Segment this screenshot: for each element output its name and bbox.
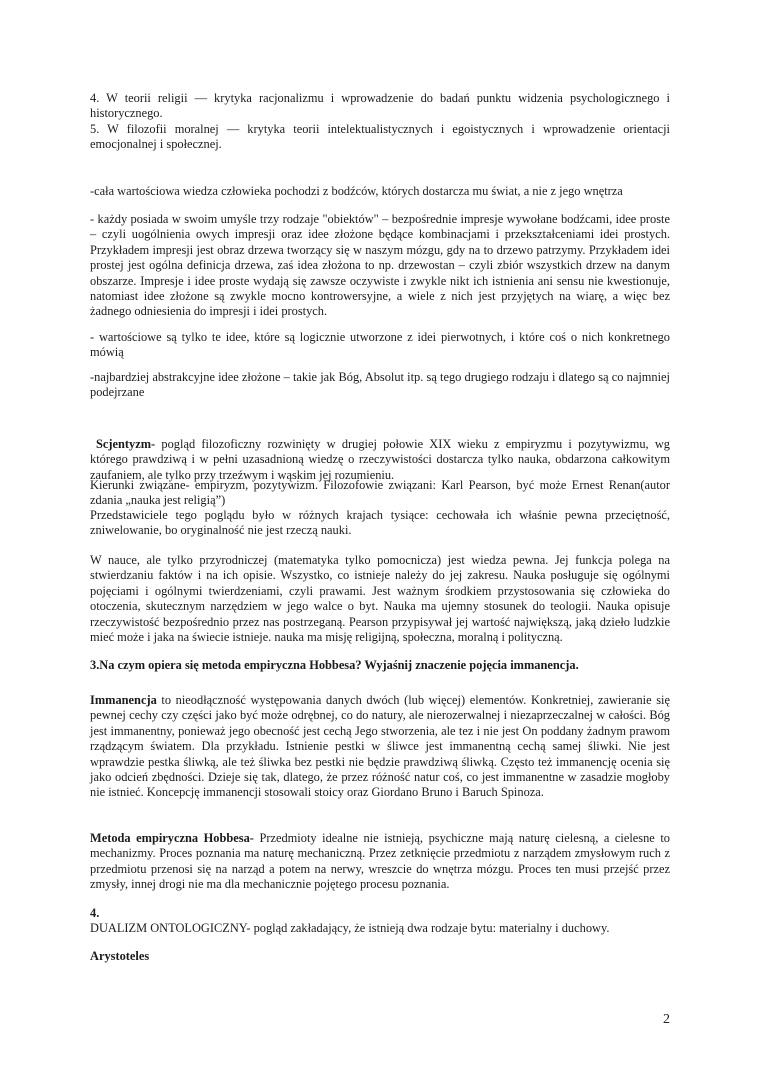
paragraph-scientism-trends: Kierunki związane- empiryzm, pozytywizm. Filozofowie związani: Karl Pearson, być może Ernest Renan(autor zdania „nauka jest religią”) <box>90 478 670 508</box>
heading-aristotle: Arystoteles <box>90 949 150 963</box>
term-scientism: Scjentyzm- <box>96 437 156 451</box>
dualism-definition: - pogląd zakładający, że istnieją dwa rodzaje bytu: materialny i duchowy. <box>246 921 610 935</box>
question-3-text: .Na czym opiera się metoda empiryczna Hobbesa? Wyjaśnij znaczenie pojęcia immanencja. <box>96 658 579 672</box>
paragraph-dualism <box>90 921 670 936</box>
term-dualism: DUALIZM ONTOLOGICZNY <box>90 921 247 935</box>
paragraph-hobbes-method <box>90 831 670 893</box>
bullet-abstract-ideas: -najbardziej abstrakcyjne idee złożone – takie jak Bóg, Absolut itp. są tego drugiego rodzaju i dlatego są co najmniej podejrzane <box>90 370 670 400</box>
question-3-heading <box>90 658 670 673</box>
paragraph-immanence <box>90 693 670 801</box>
bullet-knowledge-source: -cała wartościowa wiedza człowieka pochodzi z bodźców, których dostarcza mu świat, a nie z jego wnętrza <box>90 184 623 198</box>
paragraph-moral: 5. W filozofii moralnej — krytyka teorii intelektualistycznych i egoistycznych i wprowadzenie orientacji emocjonalnej i społecznej. <box>90 122 670 152</box>
paragraph-religion: 4. W teorii religii — krytyka racjonalizmu i wprowadzenie do badań punktu widzenia psychologicznego i historycznego. <box>90 91 670 121</box>
question-3-number: 3 <box>90 658 97 672</box>
scientism-definition: pogląd filozoficzny rozwinięty w drugiej połowie XIX wieku z empiryzmu i pozytywizmu, wg którego prawdziwą i w pełni uzasadnioną wiedzę o rzeczywistości dostarcza tylko nauka, obdarzona całkowitym zaufaniem, ale tylko przy trzeźwym i wąskim jej rozumieniu. <box>90 437 670 482</box>
bullet-three-objects: - każdy posiada w swoim umyśle trzy rodzaje "obiektów" – bezpośrednie impresje wywołane bodźcami, idee proste – czyli uogólnienia owych impresji oraz idee złożone będące kombinacjami i przekształceniami idei prostych. Przykładem impresji jest obraz drzewa tworzący się w naszym mózgu, gdy na to drzewo patrzymy. Przykładem idei prostej jest ogólna definicja drzewa, zaś idea złożona to np. drzewostan – czyli zbiór wszystkich drzew na danym obszarze. Impresje i idee proste wydają się zawsze oczywiste i zwykle nikt ich istnienia ani sensu nie kwestionuje, natomiast idee złożone są zwykle mocno kontrowersyjne, a wiele z nich jest przyjętych na wiarę, a więc bez żadnego odniesienia do impresji i idei prostych. <box>90 212 670 319</box>
question-4-number: 4. <box>90 906 100 920</box>
bullet-valuable-ideas: - wartościowe są tylko te idee, które są logicznie utworzone z idei pierwotnych, i które coś o nich konkretnego mówią <box>90 330 670 360</box>
term-hobbes-method: Metoda empiryczna Hobbesa- <box>90 831 254 845</box>
immanence-definition: to nieodłączność występowania danych dwóch (lub więcej) elementów. Konkretniej, zawieranie się pewnej cechy czy części jako być może odrębnej, co do natury, ale nierozerwalnej i niezaprzeczalnej w całości. Bóg jest immanentny, ponieważ jego obecność jest cechą Jego stworzenia, ale tez i nie jest On poddany żadnym prawom rządzącym światem. Dla przykładu. Istnienie pestki w śliwce jest immanentną cechą samej śliwki. Nie jest wprawdzie pestka śliwką, ale też śliwka bez pestki nie będzie prawdziwą śliwką. Często też immanencję ocenia się jako odcień zbędności. Dzieje się tak, dlatego, że przez różność natur coś, co jest immanentne w zasadzie mogłoby nie istnieć. Koncepcję immanencji stosowali stoicy oraz Giordano Bruno i Baruch Spinoza. <box>90 693 670 800</box>
paragraph-scientism <box>90 437 670 483</box>
page-number: 2 <box>663 1012 670 1027</box>
paragraph-scientism-representatives: Przedstawiciele tego poglądu było w różnych krajach tysiące: cechowała ich właśnie pewna przeciętność, zniwelowanie, bo oryginalność nie jest rzeczą nauki. <box>90 508 670 538</box>
term-immanence: Immanencja <box>90 693 157 707</box>
hobbes-method-definition: Przedmioty idealne nie istnieją, psychiczne mają naturę cielesną, a cielesne to mechanizmy. Proces poznania ma naturę mechaniczną. Przez zetknięcie przedmiotu z narządem zmysłowym ruch z przedmiotu przenosi się na narząd a potem na nerwy, wreszcie do wnętrza mózgu. Proces ten musi przejść przez zmysły, innej drogi nie ma dla mechanicznie pojętego procesu poznania. <box>90 831 670 892</box>
paragraph-science: W nauce, ale tylko przyrodniczej (matematyka tylko pomocnicza) jest wiedza pewna. Jej funkcja polega na stwierdzaniu faktów i na ich opisie. Wszystko, co istnieje należy do jej zakresu. Nauka posługuje się ogólnymi pojęciami i ogólnymi twierdzeniami, czyli prawami. Jest ważnym środkiem przystosowania się człowieka do otoczenia, skutecznym narzędziem w jego walce o byt. Nauka ma ujemny stosunek do teologii. Nauka opisuje rzeczywistość bezpośrednio przez nas postrzeganą. Pearson przypisywał jej wartość największą, jaką dzieło ludzkie mieć może i jaka na świecie istnieje. nauka ma misję religijną, społeczna, moralną i polityczną. <box>90 553 670 645</box>
